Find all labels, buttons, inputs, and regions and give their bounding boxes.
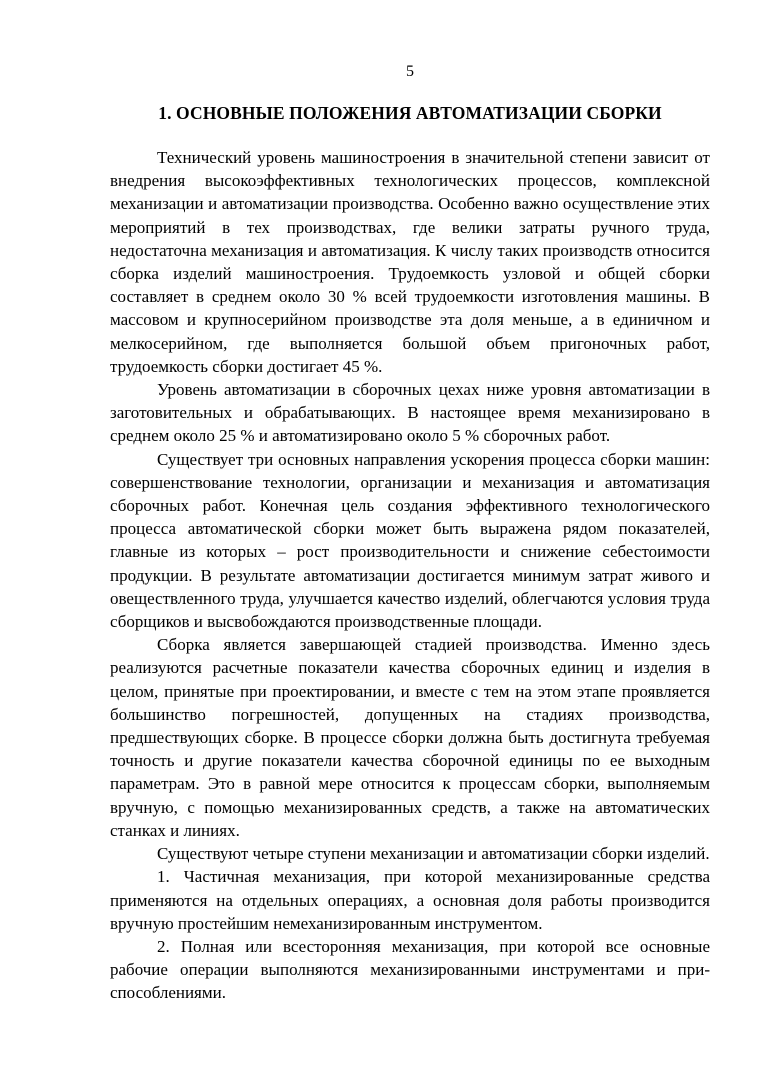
paragraph-automation-level: Уровень автоматизации в сборочных цехах ниже уровня автоматизации в заготовительных и обрабатывающих. В настоящее время механизировано в среднем около 25 % и автоматизировано около 5 % сборочных работ. xyxy=(110,380,710,446)
paragraph-assembly-final-stage: Сборка является завершающей стадией производства. Именно здесь реализуются расчетные показатели качества сборочных единиц и изделия в целом, принятые при проектировании, и вместе с тем на этом этапе проявляется большинство погрешностей, допущенных на стадиях производства, предшествующих сборке. В процессе сборки должна быть достигнута требуемая точность и другие показатели качества сборочной единицы по ее выходным параметрам. Это в равной мере относится к процессам сборки, выполняемым вручную, с помощью механизированных средств, а также на автоматических станках и линиях. xyxy=(110,635,710,840)
paragraph-acceleration-directions: Существует три основных направления ускорения процесса сборки машин: совершенствование технологии, организации и механизация и автоматизация сборочных работ. Конечная цель создания эффективного технологического процесса автоматической сборки может быть выражена рядом показателей, главные из которых – рост производительности и снижение себестоимости продукции. В результате автоматизации достигается минимум затрат живого и овеществленного труда, улучшается качество изделий, облегчаются условия труда сборщиков и высвобождаются производственные площади. xyxy=(110,449,710,632)
document-page xyxy=(110,62,710,1005)
paragraph-stage-1-partial: 1. Частичная механизация, при которой механизированные средства применяются на отдельных операциях, а основная доля работы производится вручную простейшим немеханизированным инструментом. xyxy=(110,867,710,933)
section-title: 1. ОСНОВНЫЕ ПОЛОЖЕНИЯ АВТОМАТИЗАЦИИ СБОРКИ xyxy=(158,103,662,123)
page-number: 5 xyxy=(406,63,414,80)
paragraph-four-stages: Существуют четыре ступени механизации и автоматизации сборки изделий. xyxy=(157,844,710,864)
paragraph-stage-2-full: 2. Полная или всесторонняя механизация, при которой все основные рабочие операции выполняются механизированными инструментами и приспособлениями. xyxy=(110,936,710,1003)
paragraph-technical-level: Технический уровень машиностроения в значительной степени зависит от внедрения высокоэффективных технологических процессов, комплексной механизации и автоматизации производства. Особенно важно осуществление этих мероприятий в тех производствах, где велики затраты ручного труда, недостаточна механизация и автоматизация. К числу таких производств относится сборка изделий машиностроения. Трудоемкость узловой и общей сборки составляет в среднем около 30 % всей трудоемкости изготовления машины. В массовом и крупносерийном производстве эта доля меньше, а в единичном и мелкосерийном, где выполняется большой объем пригоночных работ, трудоемкость сборки достигает 45 %. xyxy=(110,148,710,376)
